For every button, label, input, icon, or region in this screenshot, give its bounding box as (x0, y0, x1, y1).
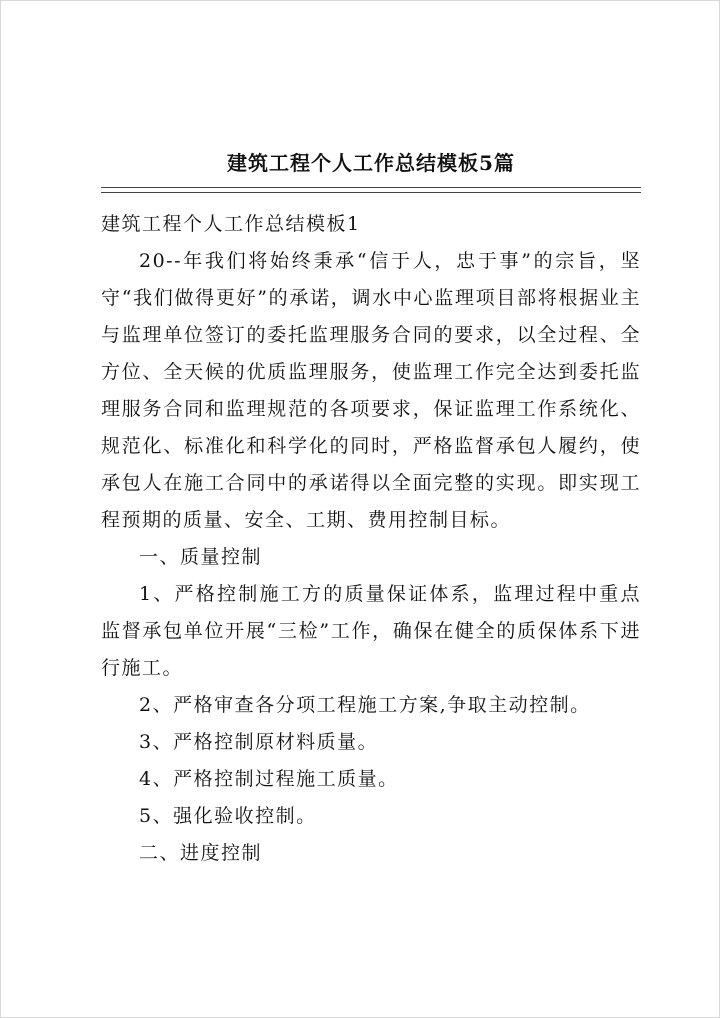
list-item-1: 1、严格控制施工方的质量保证体系，监理过程中重点监督承包单位开展“三检”工作，确保在健全的质保体系下进行施工。 (101, 583, 641, 679)
list-item-4: 4、严格控制过程施工质量。 (139, 768, 399, 790)
section-heading-quality: 一、质量控制 (139, 546, 263, 568)
list-item-2: 2、严格审查各分项工程施工方案,争取主动控制。 (139, 694, 591, 716)
title-double-rule (101, 187, 641, 193)
document-body (101, 206, 641, 872)
list-item-5: 5、强化验收控制。 (139, 805, 317, 827)
intro-paragraph: 20--年我们将始终秉承“信于人，忠于事”的宗旨，坚守“我们做得更好”的承诺，调水中心监理项目部将根据业主与监理单位签订的委托监理服务合同的要求，以全过程、全方位、全天候的优质监理服务，使监理工作完全达到委托监理服务合同和监理规范的各项要求，保证监理工作系统化、规范化、标准化和科学化的同时，严格监督承包人履约，使承包人在施工合同中的承诺得以全面完整的实现。即实现工程预期的质量、安全、工期、费用控制目标。 (101, 250, 641, 531)
list-item-3: 3、严格控制原材料质量。 (139, 731, 379, 753)
section-heading-schedule: 二、进度控制 (139, 842, 263, 864)
document-title: 建筑工程个人工作总结模板5篇 (227, 151, 515, 175)
article-subtitle: 建筑工程个人工作总结模板1 (101, 213, 361, 235)
